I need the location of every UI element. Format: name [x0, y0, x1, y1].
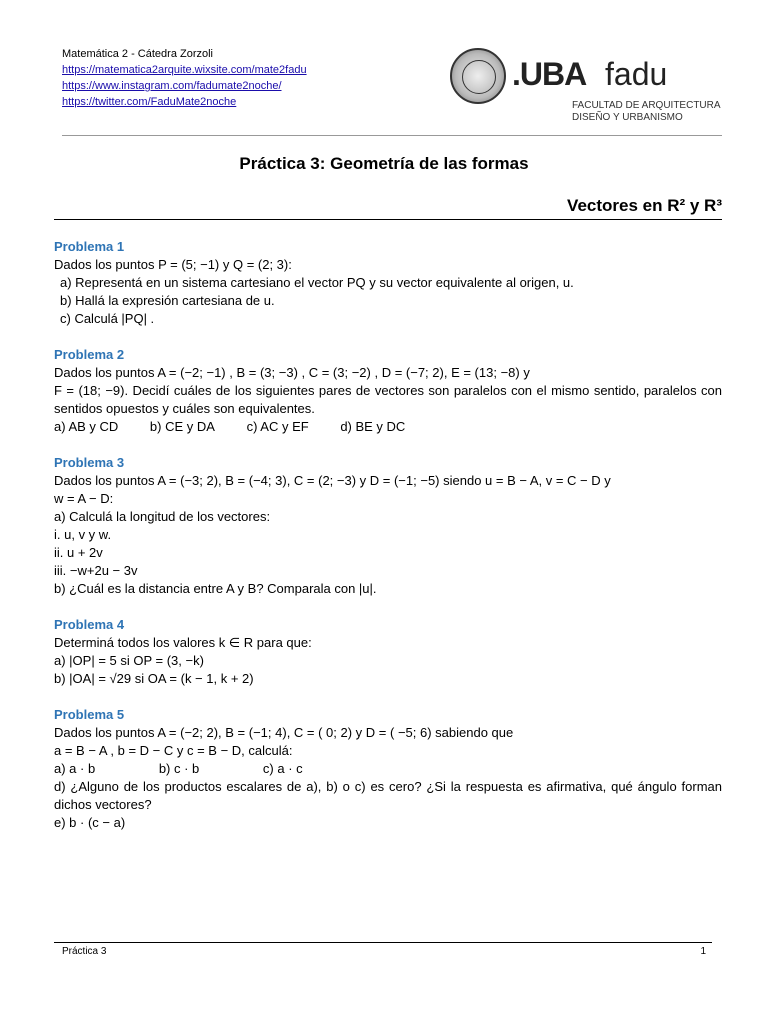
problem-item: a) AB y CD	[54, 419, 119, 434]
logo-uba-text: .UBA	[512, 56, 587, 92]
problem-item: d) BE y DC	[340, 419, 406, 434]
problem-item: b) |OA| = √29 si OA = (k − 1, k + 2)	[54, 671, 254, 686]
problem-item: b) ¿Cuál es la distancia entre A y B? Comparala con |u|.	[54, 581, 377, 596]
problem-heading: Problema 2	[54, 347, 125, 362]
problem-1	[54, 238, 722, 328]
problem-item: c) AC y EF	[246, 419, 309, 434]
problem-statement: F = (18; −9). Decidí cuáles de los siguientes pares de vectores son paralelos con el mismo sentido, paralelos con sentidos opuestos y cuáles son equivalentes.	[54, 383, 722, 416]
footer-label: Práctica 3	[62, 946, 107, 957]
problem-item: iii. −w+2u − 3v	[54, 563, 138, 578]
uba-fadu-logo	[450, 48, 722, 122]
problem-item: b) Hallá la expresión cartesiana de u.	[60, 293, 275, 308]
problem-statement: w = A − D:	[54, 491, 114, 506]
problem-items-row	[54, 418, 722, 436]
problem-statement: Dados los puntos A = (−3; 2), B = (−4; 3), C = (2; −3) y D = (−1; −5) siendo u = B − A, v = C − D y	[54, 473, 611, 488]
problem-item: a) Representá en un sistema cartesiano el vector PQ y su vector equivalente al origen, u.	[60, 275, 574, 290]
problem-heading: Problema 3	[54, 455, 125, 470]
problem-statement: Determiná todos los valores k ∈ R para que:	[54, 635, 312, 650]
page-header	[62, 46, 722, 126]
subtitle-divider	[54, 219, 722, 220]
problem-items-row	[54, 760, 722, 778]
problem-5	[54, 706, 722, 832]
problem-item: a) |OP| = 5 si OP = (3, −k)	[54, 653, 204, 668]
problem-heading: Problema 1	[54, 239, 125, 254]
problem-item: c) a · c	[262, 761, 303, 776]
problem-statement: Dados los puntos P = (5; −1) y Q = (2; 3):	[54, 257, 292, 272]
problem-2	[54, 346, 722, 436]
faculty-name: FACULTAD DE ARQUITECTURA DISEÑO Y URBANISMO	[572, 100, 721, 123]
problems-content	[54, 238, 722, 850]
instagram-link[interactable]: https://www.instagram.com/fadumate2noche/	[62, 80, 282, 92]
problem-item: i. u, v y w.	[54, 527, 112, 542]
problem-item: e) b · (c − a)	[54, 815, 126, 830]
twitter-link[interactable]: https://twitter.com/FaduMate2noche	[62, 96, 237, 108]
header-info	[62, 46, 307, 110]
problem-item: b) CE y DA	[149, 419, 215, 434]
problem-item: a) a · b	[54, 761, 96, 776]
uba-seal-icon	[450, 48, 506, 104]
header-divider	[62, 135, 722, 136]
footer-divider	[54, 942, 712, 943]
page-title: Práctica 3: Geometría de las formas	[239, 154, 529, 173]
course-name: Matemática 2 - Cátedra Zorzoli	[62, 48, 213, 60]
problem-3	[54, 454, 722, 598]
problem-item: b) c · b	[158, 761, 200, 776]
problem-heading: Problema 5	[54, 707, 125, 722]
page-number: 1	[700, 946, 706, 957]
website-link[interactable]: https://matematica2arquite.wixsite.com/mate2fadu	[62, 64, 307, 76]
section-subtitle: Vectores en R² y R³	[567, 196, 722, 215]
logo-fadu-text: fadu	[605, 56, 668, 92]
problem-item: c) Calculá |PQ| .	[60, 311, 155, 326]
problem-statement: Dados los puntos A = (−2; −1) , B = (3; −3) , C = (3; −2) , D = (−7; 2), E = (13; −8) y	[54, 365, 530, 380]
problem-4	[54, 616, 722, 688]
problem-item: d) ¿Alguno de los productos escalares de a), b) o c) es cero? ¿Si la respuesta es afirmativa, qué ángulo forman dichos vectores?	[54, 779, 722, 812]
problem-statement: a = B − A , b = D − C y c = B − D, calculá:	[54, 743, 293, 758]
problem-item: ii. u + 2v	[54, 545, 103, 560]
problem-item: a) Calculá la longitud de los vectores:	[54, 509, 271, 524]
problem-heading: Problema 4	[54, 617, 125, 632]
problem-statement: Dados los puntos A = (−2; 2), B = (−1; 4), C = ( 0; 2) y D = ( −5; 6) sabiendo que	[54, 725, 514, 740]
